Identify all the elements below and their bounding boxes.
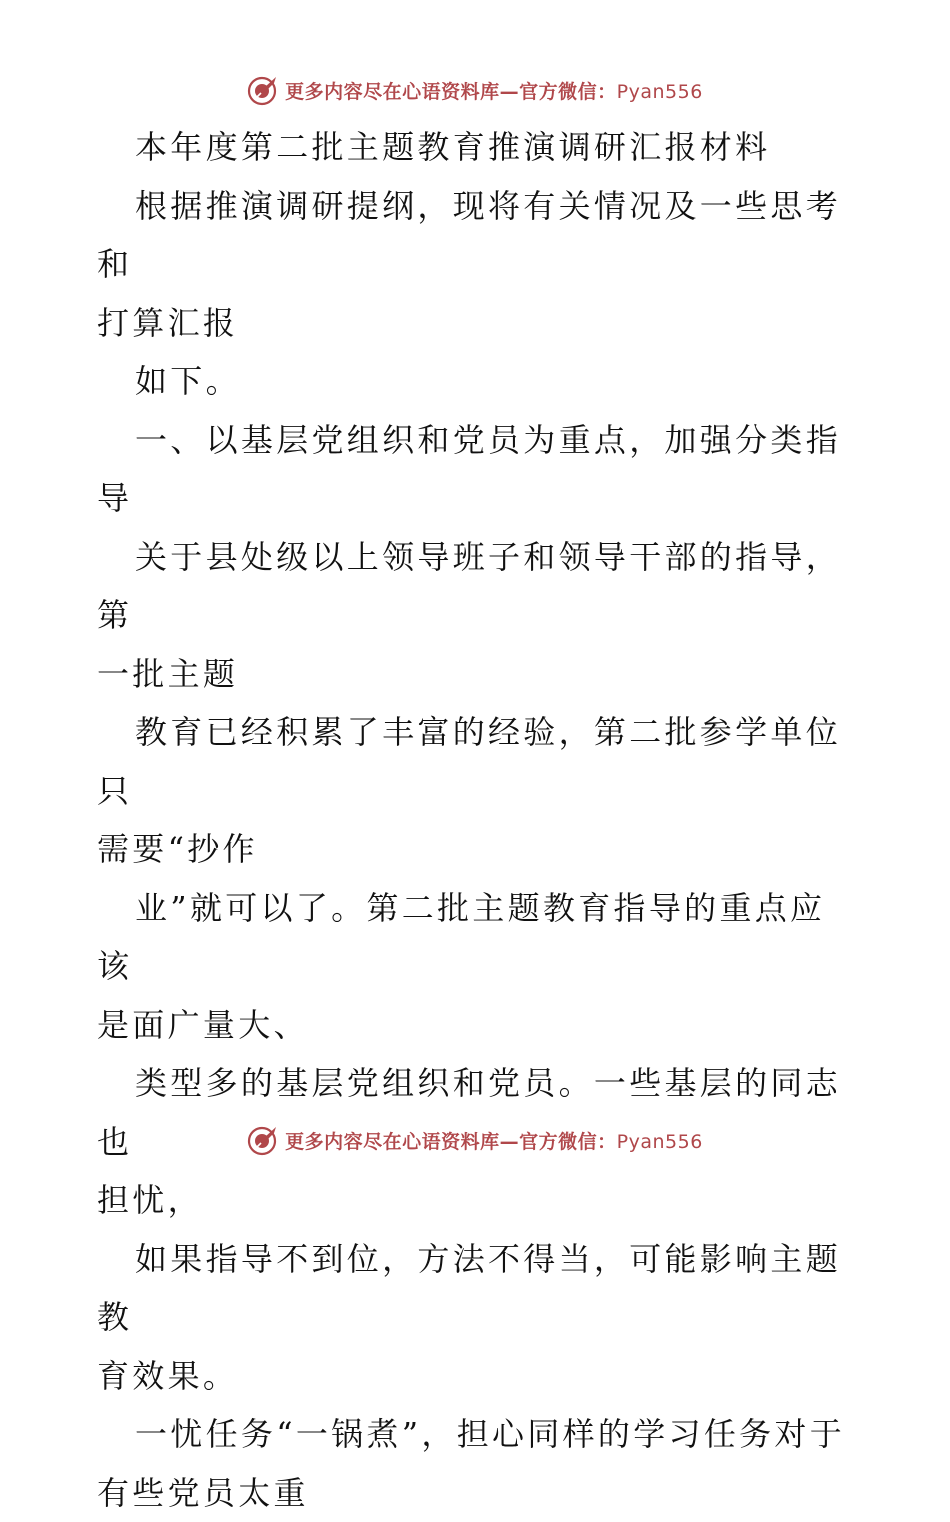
document-line: 业”就可以了。第二批主题教育指导的重点应该 (97, 879, 857, 996)
quill-logo-icon (247, 74, 279, 106)
document-line: 如下。 (97, 352, 857, 411)
watermark-text: 更多内容尽在心语资料库—官方微信： (285, 1131, 617, 1153)
watermark-text: 更多内容尽在心语资料库—官方微信： (285, 81, 617, 103)
watermark-id: Pyan556 (617, 81, 703, 103)
document-line: 关于县处级以上领导班子和领导干部的指导，第 (97, 528, 857, 645)
document-line: 有些党员太重 (97, 1464, 857, 1522)
document-line: 如果指导不到位，方法不得当，可能影响主题教 (97, 1230, 857, 1347)
watermark-footer (0, 1120, 950, 1160)
document-line: 一、以基层党组织和党员为重点，加强分类指导 (97, 411, 857, 528)
watermark-header (0, 70, 950, 110)
document-line: 打算汇报 (97, 294, 857, 353)
document-line: 担忧， (97, 1171, 857, 1230)
document-line: 类型多的基层党组织和党员。一些基层的同志也 (97, 1054, 857, 1171)
watermark-id: Pyan556 (617, 1131, 703, 1153)
document-body (97, 118, 857, 1522)
document-line: 一忧任务“一锅煮”，担心同样的学习任务对于 (97, 1405, 857, 1464)
document-line: 育效果。 (97, 1347, 857, 1406)
document-line: 一批主题 (97, 645, 857, 704)
document-line: 根据推演调研提纲，现将有关情况及一些思考和 (97, 177, 857, 294)
document-line: 需要“抄作 (97, 820, 857, 879)
document-line: 教育已经积累了丰富的经验，第二批参学单位只 (97, 703, 857, 820)
quill-logo-icon (247, 1124, 279, 1156)
document-line: 本年度第二批主题教育推演调研汇报材料 (97, 118, 857, 177)
document-line: 是面广量大、 (97, 996, 857, 1055)
